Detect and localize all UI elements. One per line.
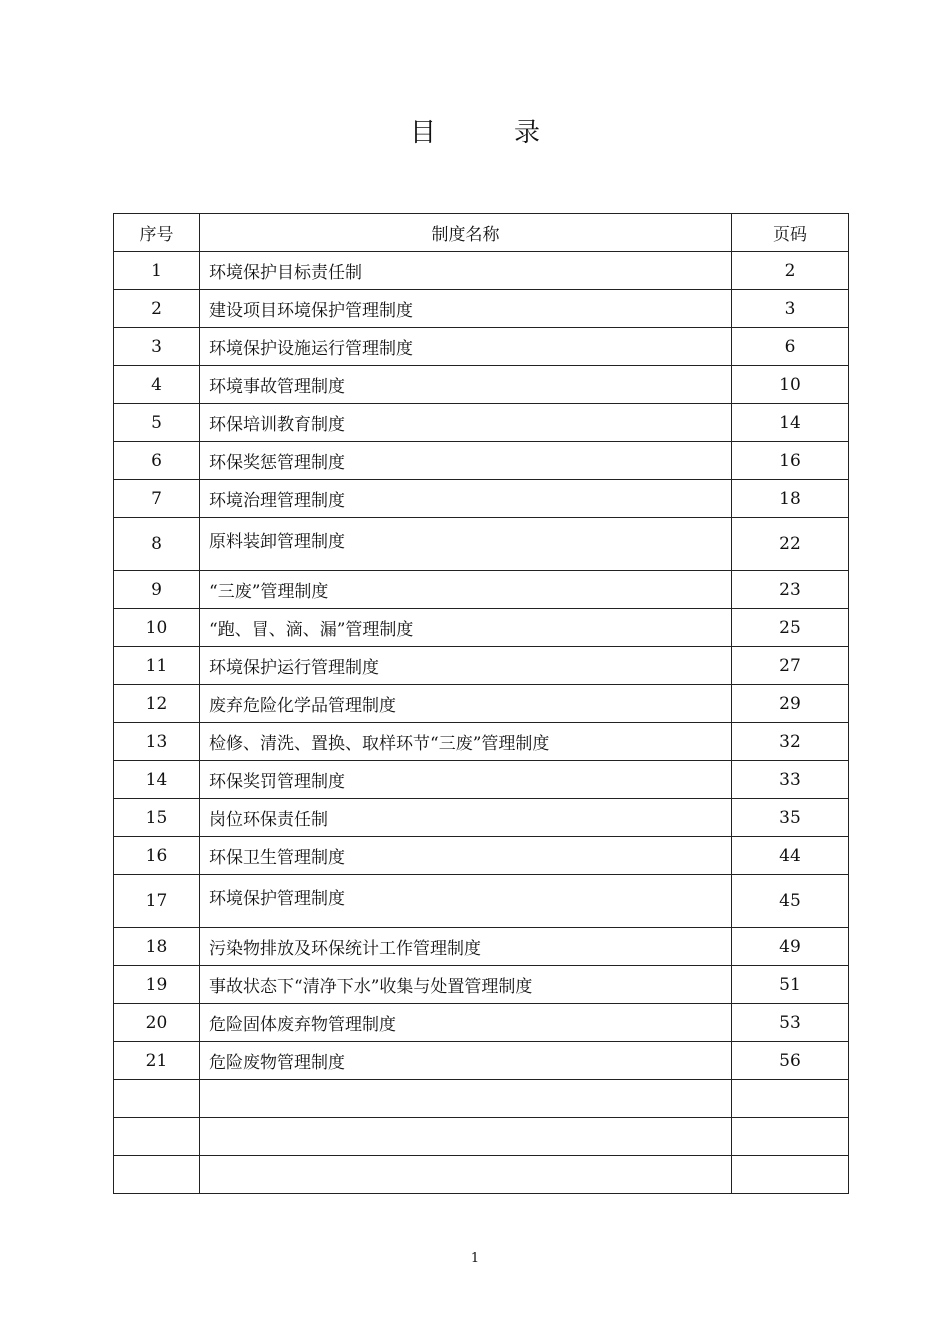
row-page: 29 [732,685,849,723]
row-name: 环保培训教育制度 [200,404,732,442]
table-row [114,609,849,647]
row-number: 5 [114,404,200,442]
row-number: 15 [114,799,200,837]
row-number: 20 [114,1004,200,1042]
row-number: 6 [114,442,200,480]
table-row [114,252,849,290]
row-number: 8 [114,518,200,571]
row-page: 49 [732,928,849,966]
table-row [114,571,849,609]
table-row [114,1118,849,1156]
row-name: 事故状态下“清净下水”收集与处置管理制度 [200,966,732,1004]
table-row [114,366,849,404]
header-page: 页码 [732,214,849,252]
row-number: 11 [114,647,200,685]
row-number: 1 [114,252,200,290]
row-page [732,1118,849,1156]
row-name: 污染物排放及环保统计工作管理制度 [200,928,732,966]
table-row [114,928,849,966]
table-row [114,328,849,366]
row-page: 25 [732,609,849,647]
row-name: 环境保护设施运行管理制度 [200,328,732,366]
row-page: 45 [732,875,849,928]
row-page: 51 [732,966,849,1004]
table-row [114,290,849,328]
row-number: 18 [114,928,200,966]
row-page: 2 [732,252,849,290]
table-row [114,685,849,723]
row-number: 12 [114,685,200,723]
row-name: 环境治理管理制度 [200,480,732,518]
row-number: 10 [114,609,200,647]
row-number [114,1080,200,1118]
row-number: 17 [114,875,200,928]
row-number: 21 [114,1042,200,1080]
row-number [114,1156,200,1194]
row-name: 危险固体废弃物管理制度 [200,1004,732,1042]
row-number: 13 [114,723,200,761]
table-row [114,404,849,442]
table-row [114,1156,849,1194]
row-page: 23 [732,571,849,609]
row-name: “跑、冒、滴、漏”管理制度 [200,609,732,647]
row-page: 18 [732,480,849,518]
header-num: 序号 [114,214,200,252]
table-row [114,723,849,761]
row-name: 环保卫生管理制度 [200,837,732,875]
row-number: 16 [114,837,200,875]
table-row [114,875,849,928]
row-number: 7 [114,480,200,518]
row-number: 3 [114,328,200,366]
row-page: 33 [732,761,849,799]
row-page: 35 [732,799,849,837]
row-name: 原料装卸管理制度 [200,518,732,571]
row-page: 6 [732,328,849,366]
row-name [200,1156,732,1194]
row-page: 3 [732,290,849,328]
row-number: 14 [114,761,200,799]
row-number: 2 [114,290,200,328]
row-name: 环境事故管理制度 [200,366,732,404]
row-number: 9 [114,571,200,609]
row-page: 27 [732,647,849,685]
table-row [114,1004,849,1042]
table-row [114,442,849,480]
table-row [114,518,849,571]
row-page [732,1156,849,1194]
row-page: 16 [732,442,849,480]
table-row [114,480,849,518]
toc-table [113,213,849,1194]
row-page: 44 [732,837,849,875]
row-number: 4 [114,366,200,404]
row-number [114,1118,200,1156]
page-number: 1 [470,1251,480,1266]
table-row [114,1042,849,1080]
toc-body [114,252,849,1194]
row-page: 10 [732,366,849,404]
row-page: 22 [732,518,849,571]
header-name: 制度名称 [200,214,732,252]
row-page: 56 [732,1042,849,1080]
row-name [200,1118,732,1156]
table-row [114,966,849,1004]
row-name: 环境保护运行管理制度 [200,647,732,685]
row-name: 废弃危险化学品管理制度 [200,685,732,723]
row-number: 19 [114,966,200,1004]
table-row [114,647,849,685]
row-name: 环境保护管理制度 [200,875,732,928]
row-name: 环保奖罚管理制度 [200,761,732,799]
toc-header-row [114,214,849,252]
table-row [114,1080,849,1118]
row-page [732,1080,849,1118]
row-name: “三废”管理制度 [200,571,732,609]
table-row [114,837,849,875]
row-name: 岗位环保责任制 [200,799,732,837]
row-name: 建设项目环境保护管理制度 [200,290,732,328]
row-page: 32 [732,723,849,761]
table-row [114,761,849,799]
page-title: 目 录 [409,118,566,148]
row-name: 环保奖惩管理制度 [200,442,732,480]
row-name: 危险废物管理制度 [200,1042,732,1080]
row-name: 环境保护目标责任制 [200,252,732,290]
row-name [200,1080,732,1118]
row-page: 53 [732,1004,849,1042]
row-page: 14 [732,404,849,442]
row-name: 检修、清洗、置换、取样环节“三废”管理制度 [200,723,732,761]
table-row [114,799,849,837]
